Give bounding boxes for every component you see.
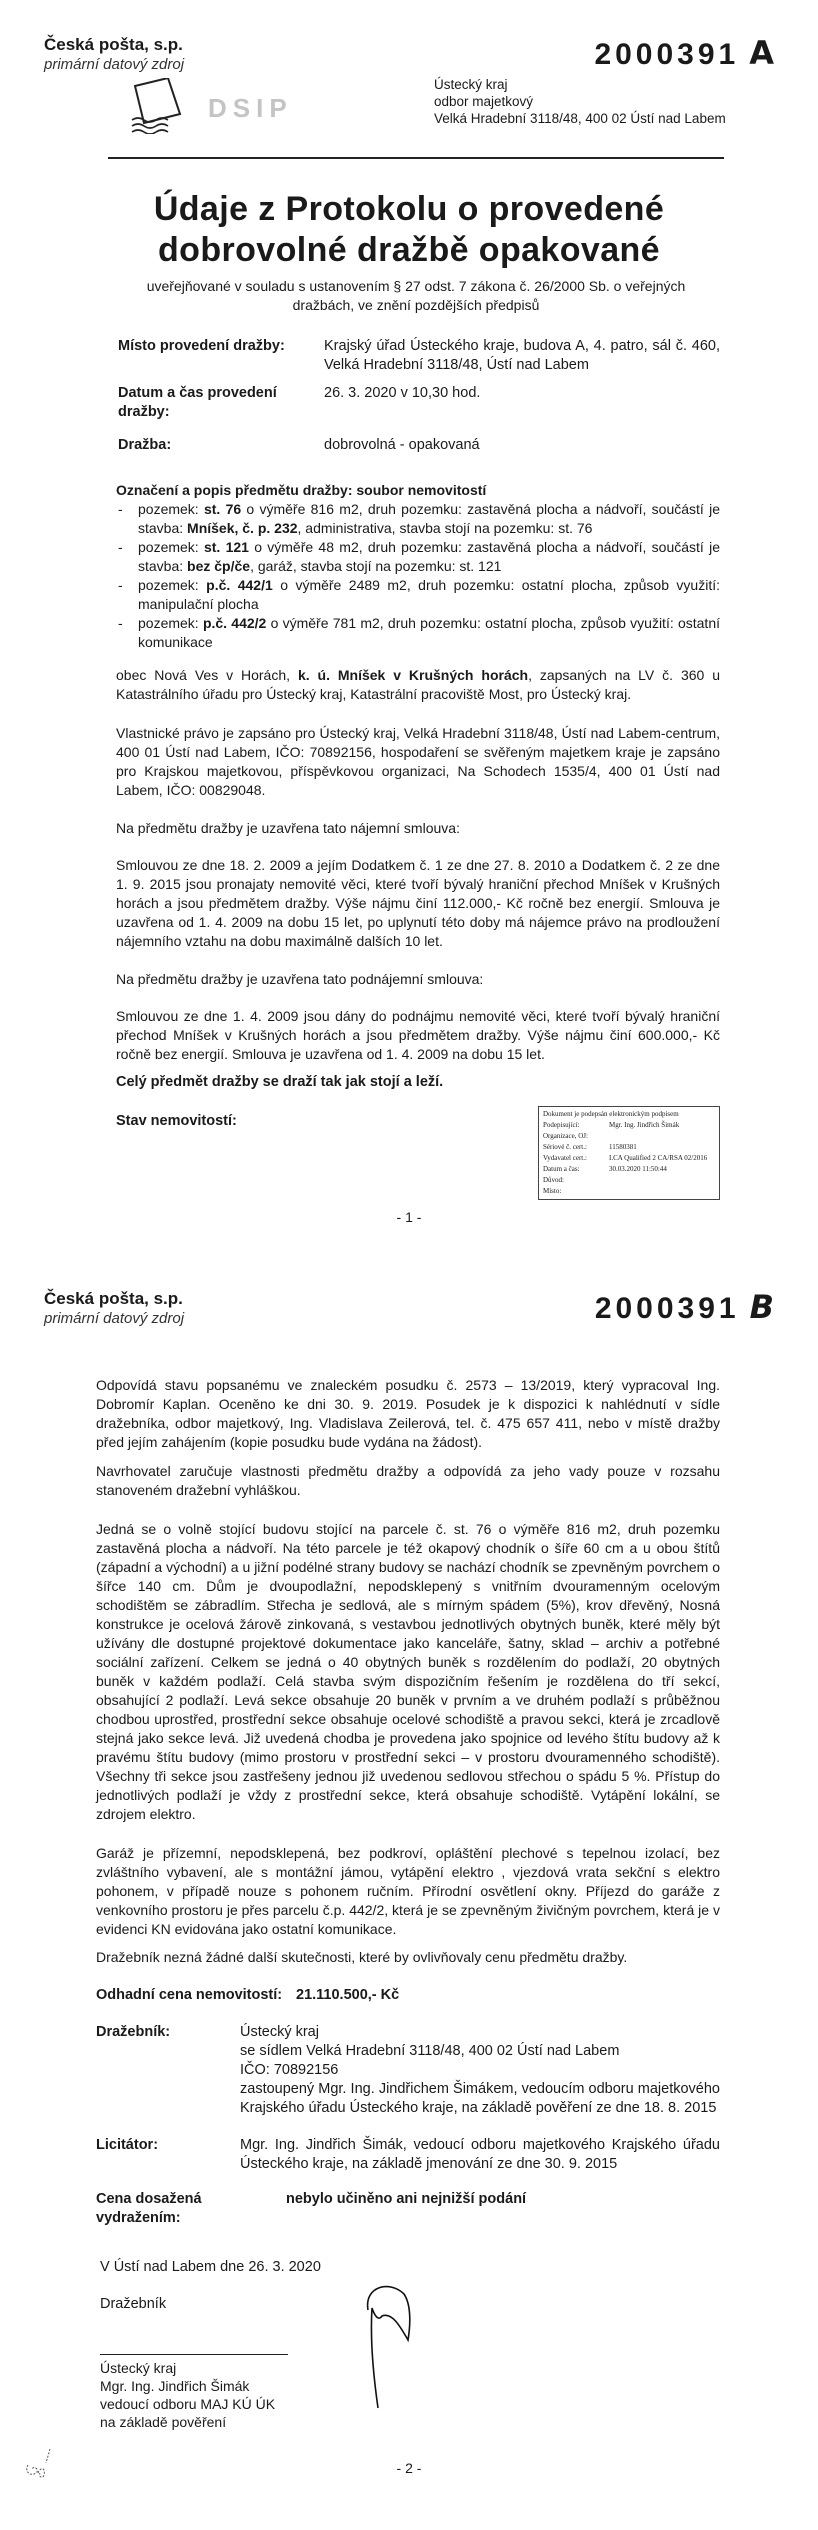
condition-row [116, 1106, 720, 1200]
document-letter: B [749, 1288, 774, 1326]
header-divider [108, 157, 724, 159]
property-item: - pozemek: st. 76 o výměře 816 m2, druh pozemku: zastavěná plocha a nádvoří, součástí je stavba: Mníšek, č. p. 232, administrativa, stavba stojí na pozemku: st. 76 [116, 500, 720, 538]
licitator-label: Licitátor: [96, 2137, 159, 2153]
price-label: Cena dosažená vydražením: [96, 2191, 202, 2226]
signature-row: Sériové č. cert.: 11580381 [543, 1143, 637, 1151]
signature-block-line: vedoucí odboru MAJ KÚ ÚK [100, 2396, 276, 2412]
auction-fields [118, 337, 720, 455]
recipient-address [434, 76, 774, 127]
signature-box-header: Dokument je podepsán elektronickým podpisem [543, 1110, 679, 1118]
document-title [90, 189, 728, 271]
document-number-value: 2000391 [594, 38, 740, 71]
document-number-value: 2000391 [594, 1292, 740, 1325]
signature-row: Organizace, OJ: [543, 1132, 588, 1140]
sublease-text: Smlouvou ze dne 1. 4. 2009 jsou dány do podnájmu nemovité věci, které tvoří bývalý hraniční přechod Mníšek v Krušných horách a jsou předmětem dražby. Výše nájmu činí 600.000,- Kč ročně bez energií. Smlouva je uzavřena od 1. 4. 2009 na dobu 15 let. [116, 1008, 720, 1062]
building-description: Jedná se o volně stojící budovu stojící na parcele č. st. 76 o výměře 816 m2, druh pozemku zastavěná plocha a nádvoří. Na této parcele je též okapový chodník o šíře 60 cm a u obou štítů (západní a východní) a u jižní podélné strany budovy se nachází chodník se zpevněným povrchem o šířce 140 cm. Dům je dvoupodlažní, nepodsklepený s vnitřním dvouramenným ocelovým schodištěm se zábradlím. Střecha je sedlová, ale s mírným spádem (5%), krov dřevěný, Nosná konstrukce je ocelová žárově zinkovaná, s vestavbou jednotlivých obytných buněk, které měly být užívány dle dostupné projektové dokumentace jako kanceláře, šatny, sklad – archiv a potřebné sociální zařízení. Celkem se jedná o 40 obytných buněk s rozdělením do podlaží, 20 obytných buněk v každém podlaží. Celá stavba svým dispozičním řešením je rozdělena do tří sekcí, obsahující 2 podlaží. Levá sekce obsahuje 20 buněk v prvním a ve druhém podlaží s průběžnou chodbou uprostřed, prostřední sekce obsahuje ocelové schodiště a pravou sekci, která je zrcadlově stejná jako sekce levá. Již uvedená chodba je provedena jako spojnice od levého štítu budovy až k pravému štítu budovy (mimo prostoru v prostřední sekci – v prostoru dvouramenného schodiště). Všechny tři sekce jsou zastřešeny jednou již uvedenou sedlovou střechou o spádu 5 %. Přístup do jednotlivých podlaží je vždy z prostřední sekce, která obsahuje schodiště. Vytápění lokální, se zdrojem elektro. [96, 1521, 720, 1822]
page-header [0, 1288, 818, 1328]
condition-label: Stav nemovitostí: [116, 1113, 237, 1129]
licitator-value: Mgr. Ing. Jindřich Šimák, vedoucí odboru majetkového Krajského úřadu Ústeckého kraje, na základě jmenování ze dne 30. 9. 2015 [240, 2137, 720, 2172]
signer-role: Dražebník [100, 2296, 167, 2312]
subject-section [116, 481, 720, 1200]
signature-area [100, 2258, 818, 2431]
field-value: 26. 3. 2020 v 10,30 hod. [324, 385, 481, 401]
signature-block-line: Mgr. Ing. Jindřich Šimák [100, 2378, 250, 2394]
signature-block [100, 2359, 300, 2431]
field-label: Místo provedení dražby: [118, 338, 285, 354]
page-number: - 1 - [396, 1209, 422, 1225]
signature-row: Důvod: [543, 1176, 564, 1184]
ownership-text: Vlastnické právo je zapsáno pro Ústecký kraj, Velká Hradební 3118/48, Ústí nad Labem-centrum, 400 01 Ústí nad Labem, IČO: 70892156, hospodaření se svěřeným majetkem kraje je zapsáno pro Krajskou majetkovou, příspěvkovou organizaci, Na Schodech 1535/4, 400 01 Ústí nad Labem, IČO: 00829048. [116, 725, 720, 798]
stamp-faded-text: DSIP [208, 93, 293, 123]
footer-row [0, 2445, 818, 2490]
property-item: - pozemek: p.č. 442/2 o výměře 781 m2, druh pozemku: ostatní plocha, způsob využití: ostatní komunikace [116, 614, 720, 652]
signature-line [100, 2354, 288, 2355]
signature-row: Datum a čas: 30.03.2020 11:50:44 [543, 1165, 667, 1173]
document-letter: A [749, 34, 774, 72]
signature-row: Podepisující: Mgr. Ing. Jindřich Šimák [543, 1121, 680, 1129]
auctioneer-line: Ústecký kraj [240, 2024, 319, 2040]
stamp-area [130, 78, 404, 139]
recipient-line: Ústecký kraj [434, 77, 508, 92]
header-right [434, 34, 774, 127]
auctioneer-line: zastoupený Mgr. Ing. Jindřichem Šimákem, vedoucím odboru majetkového Krajského úřadu Ústeckého kraje, na základě pověření ze dne 18. 8. 2015 [240, 2081, 720, 2116]
estimate-value: 21.110.500,- Kč [296, 1987, 400, 2003]
signature-row: Vydavatel cert.: I.CA Qualified 2 CA/RSA 02/2016 [543, 1154, 708, 1162]
document-subtitle: uveřejňované v souladu s ustanovením § 27 odst. 7 zákona č. 26/2000 Sb. o veřejných dražbách, ve znění pozdějších předpisů [146, 278, 686, 313]
document-number [595, 1288, 774, 1326]
electronic-signature-box [538, 1106, 720, 1200]
sender-block [44, 34, 404, 139]
title-line-2: dobrovolné dražbě opakované [157, 231, 660, 269]
page-number: - 2 - [396, 2459, 422, 2476]
field-datetime [118, 384, 720, 422]
page2-body [96, 1376, 720, 2228]
page-1 [0, 0, 818, 1226]
handwritten-signature-icon [360, 2280, 420, 2415]
property-item: - pozemek: st. 121 o výměře 48 m2, druh pozemku: zastavěná plocha a nádvoří, součástí je stavba: bez čp/če, garáž, stavba stojí na pozemku: st. 121 [116, 538, 720, 576]
field-value: Krajský úřad Ústeckého kraje, budova A, 4. patro, sál č. 460, Velká Hradební 3118/48, Ústí nad Labem [324, 338, 720, 373]
estimate-label: Odhadní cena nemovitostí: [96, 1987, 283, 2003]
sender-sub: primární datový zdroj [44, 1310, 185, 1327]
title-line-1: Údaje z Protokolu o provedené [153, 190, 665, 228]
no-other-facts: Dražebník nezná žádné další skutečnosti, které by ovlivňovaly cenu předmětu dražby. [96, 1949, 628, 1965]
handwritten-initials-icon [22, 2445, 62, 2490]
auctioneer-row [96, 2023, 720, 2118]
estimate-row [96, 1986, 720, 2005]
price-value: nebylo učiněno ani nejnižší podání [286, 2191, 527, 2207]
garage-description: Garáž je přízemní, nepodsklepená, bez podkroví, opláštění plechové s tepelnou izolací, bez zvláštního vybavení, ale s montážní jámou, vytápění elektro , vjezdová vrata sekční s elektro pohonem, v případě nouze s pohonem ručním. Přírodní osvětlení okny. Příjezd do garáže z venkovního prostoru je přes parcelu č.p. 442/2, která je se zpevněným živičným povrchem, která je v evidenci KN evidována jako ostatní komunikace. [96, 1845, 720, 1937]
auctioneer-label: Dražebník: [96, 2024, 171, 2040]
postal-stamp-icon [130, 78, 192, 139]
sublease-heading: Na předmětu dražby je uzavřena tato podnájemní smlouva: [116, 971, 484, 987]
lease-text: Smlouvou ze dne 18. 2. 2009 a jejím Dodatkem č. 1 ze dne 27. 8. 2010 a Dodatkem č. 2 ze dne 1. 9. 2015 jsou pronajaty nemovité věci, které tvoří bývalý hraniční přechod Mníšek v Krušných horách a jsou předmětem dražby. Výše nájmu činí 112.000,- Kč ročně bez energií. Smlouva je uzavřena od 1. 4. 2009 na dobu 15 let, po uplynutí této doby má nájemce právo na prodloužení nájemního vztahu na dobu maximálně dalších 10 let. [116, 857, 720, 949]
sender-name: Česká pošta, s.p. [44, 35, 183, 54]
signature-block-line: Ústecký kraj [100, 2360, 177, 2376]
recipient-line: Velká Hradební 3118/48, 400 02 Ústí nad Labem [434, 111, 726, 126]
recipient-line: odbor majetkový [434, 94, 534, 109]
price-row [96, 2190, 720, 2228]
appraisal-text: Odpovídá stavu popsanému ve znaleckém posudku č. 2573 – 13/2019, který vypracoval Ing. Dobromír Kaplan. Oceněno ke dni 30. 9. 2019. Posudek je k dispozici k nahlédnutí v sídle dražebníka, odbor majetkový, Ing. Vladislava Zeilerová, tel. č. 475 657 411, nebo v místě dražby před jejím zahájením (kopie posudku bude vydána na žádost). [96, 1377, 720, 1450]
property-item: - pozemek: p.č. 442/1 o výměře 2489 m2, druh pozemku: ostatní plocha, způsob využití: manipulační plocha [116, 576, 720, 614]
as-is-statement: Celý předmět dražby se draží tak jak stojí a leží. [116, 1074, 444, 1090]
field-label: Datum a čas provedení dražby: [118, 385, 277, 420]
sender-block [44, 1288, 184, 1328]
signature-block-line: na základě pověření [100, 2414, 227, 2430]
page-header [0, 34, 818, 139]
licitator-row [96, 2136, 720, 2174]
field-label: Dražba: [118, 437, 172, 453]
sender-name: Česká pošta, s.p. [44, 1289, 183, 1308]
subject-heading: Označení a popis předmětu dražby: soubor nemovitostí [116, 482, 487, 498]
auctioneer-details [240, 2023, 720, 2118]
place-and-date: V Ústí nad Labem dne 26. 3. 2020 [100, 2259, 321, 2275]
sender-sub: primární datový zdroj [44, 56, 185, 73]
lease-heading: Na předmětu dražby je uzavřena tato nájemní smlouva: [116, 820, 460, 836]
field-value: dobrovolná - opakovaná [324, 437, 480, 453]
auctioneer-line: IČO: 70892156 [240, 2062, 339, 2078]
auctioneer-line: se sídlem Velká Hradební 3118/48, 400 02 Ústí nad Labem [240, 2043, 620, 2059]
signature-row: Místo: [543, 1187, 562, 1195]
guarantee-text: Navrhovatel zaručuje vlastnosti předmětu dražby a odpovídá za jeho vady pouze v rozsahu stanoveném dražební vyhláškou. [96, 1463, 720, 1498]
document-number [434, 34, 774, 72]
field-place [118, 337, 720, 375]
signature-text-column [100, 2258, 321, 2431]
field-auction-type [118, 436, 720, 455]
page-2 [0, 1226, 818, 2530]
cadastral-location: obec Nová Ves v Horách, k. ú. Mníšek v Krušných horách, zapsaných na LV č. 360 u Katastrálního úřadu pro Ústecký kraj, Katastrální pracoviště Most, pro Ústecký kraj. [116, 667, 720, 702]
